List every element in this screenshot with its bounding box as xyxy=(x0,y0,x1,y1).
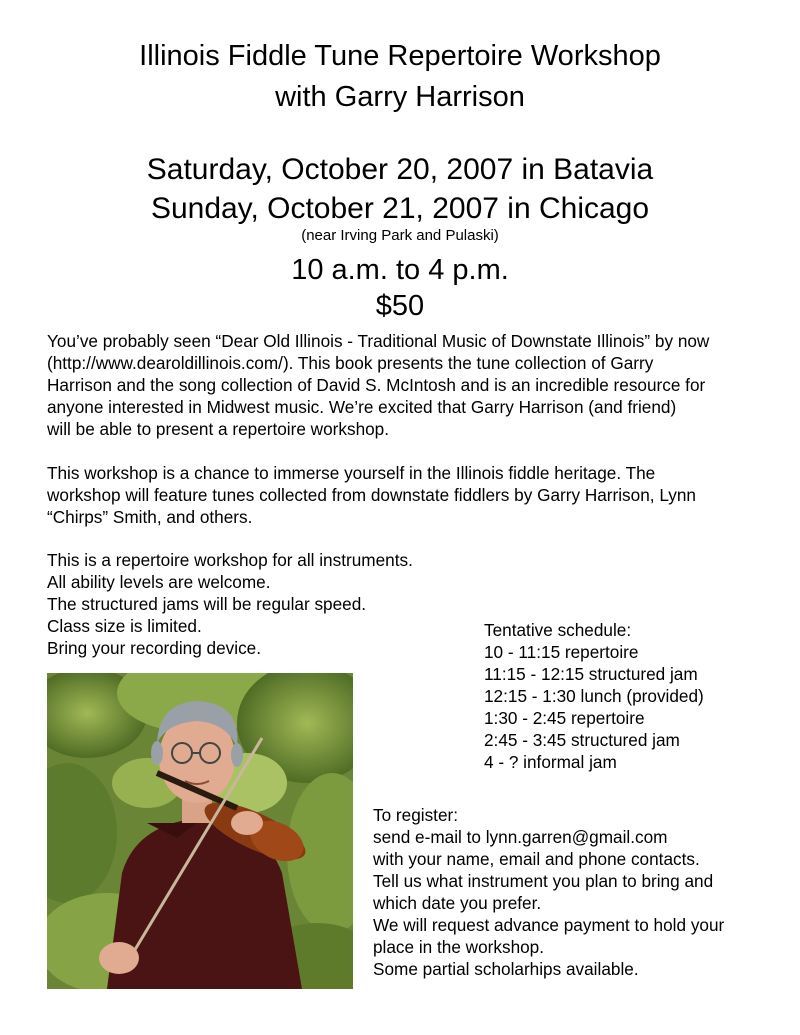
intro-line: anyone interested in Midwest music. We’re excited that Garry Harrison (and friend) xyxy=(47,397,677,417)
schedule-item: 10 - 11:15 repertoire xyxy=(484,642,639,662)
register-line: send e-mail to lynn.garren@gmail.com xyxy=(373,827,668,847)
register-line: Some partial scholarhips available. xyxy=(373,959,639,979)
schedule-item: 1:30 - 2:45 repertoire xyxy=(484,708,645,728)
description-line: workshop will feature tunes collected from downstate fiddlers by Garry Harrison, Lynn xyxy=(47,485,696,505)
intro-line: will be able to present a repertoire workshop. xyxy=(47,419,390,439)
list-item: All ability levels are welcome. xyxy=(47,572,271,592)
date-line-2: Sunday, October 21, 2007 in Chicago xyxy=(150,192,650,225)
intro-line: (http://www.dearoldillinois.com/). This book presents the tune collection of Garry xyxy=(47,353,654,373)
details-list xyxy=(47,549,413,659)
workshop-description xyxy=(47,462,767,528)
location-note: (near Irving Park and Pulaski) xyxy=(301,227,499,244)
time-text: 10 a.m. to 4 p.m. xyxy=(291,254,509,286)
schedule-item: 4 - ? informal jam xyxy=(484,752,617,772)
fiddler-illustration xyxy=(47,673,353,989)
schedule-list xyxy=(484,619,704,773)
title-line-1: Illinois Fiddle Tune Repertoire Workshop xyxy=(139,40,661,72)
intro-line: Harrison and the song collection of David S. McIntosh and is an incredible resource for xyxy=(47,375,706,395)
intro-paragraph xyxy=(47,330,767,440)
register-line: with your name, email and phone contacts. xyxy=(373,849,700,869)
register-line: Tell us what instrument you plan to bring and xyxy=(373,871,714,891)
price-text: $50 xyxy=(375,290,425,322)
register-heading: To register: xyxy=(373,805,459,825)
description-line: “Chirps” Smith, and others. xyxy=(47,507,253,527)
list-item: Bring your recording device. xyxy=(47,638,261,658)
register-info xyxy=(373,804,724,980)
list-item: The structured jams will be regular speed. xyxy=(47,594,367,614)
schedule-heading: Tentative schedule: xyxy=(484,620,632,640)
schedule-item: 12:15 - 1:30 lunch (provided) xyxy=(484,686,704,706)
date-line-1: Saturday, October 20, 2007 in Batavia xyxy=(146,153,654,186)
list-item: Class size is limited. xyxy=(47,616,202,636)
fiddler-photo xyxy=(47,673,353,989)
list-item: This is a repertoire workshop for all instruments. xyxy=(47,550,413,570)
schedule-item: 2:45 - 3:45 structured jam xyxy=(484,730,680,750)
register-line: place in the workshop. xyxy=(373,937,545,957)
register-line: which date you prefer. xyxy=(373,893,542,913)
intro-line: You’ve probably seen “Dear Old Illinois - Traditional Music of Downstate Illinois” by now xyxy=(47,331,710,351)
schedule-item: 11:15 - 12:15 structured jam xyxy=(484,664,698,684)
title-line-2: with Garry Harrison xyxy=(275,81,525,113)
register-line: We will request advance payment to hold your xyxy=(373,915,725,935)
description-line: This workshop is a chance to immerse yourself in the Illinois fiddle heritage. The xyxy=(47,463,656,483)
